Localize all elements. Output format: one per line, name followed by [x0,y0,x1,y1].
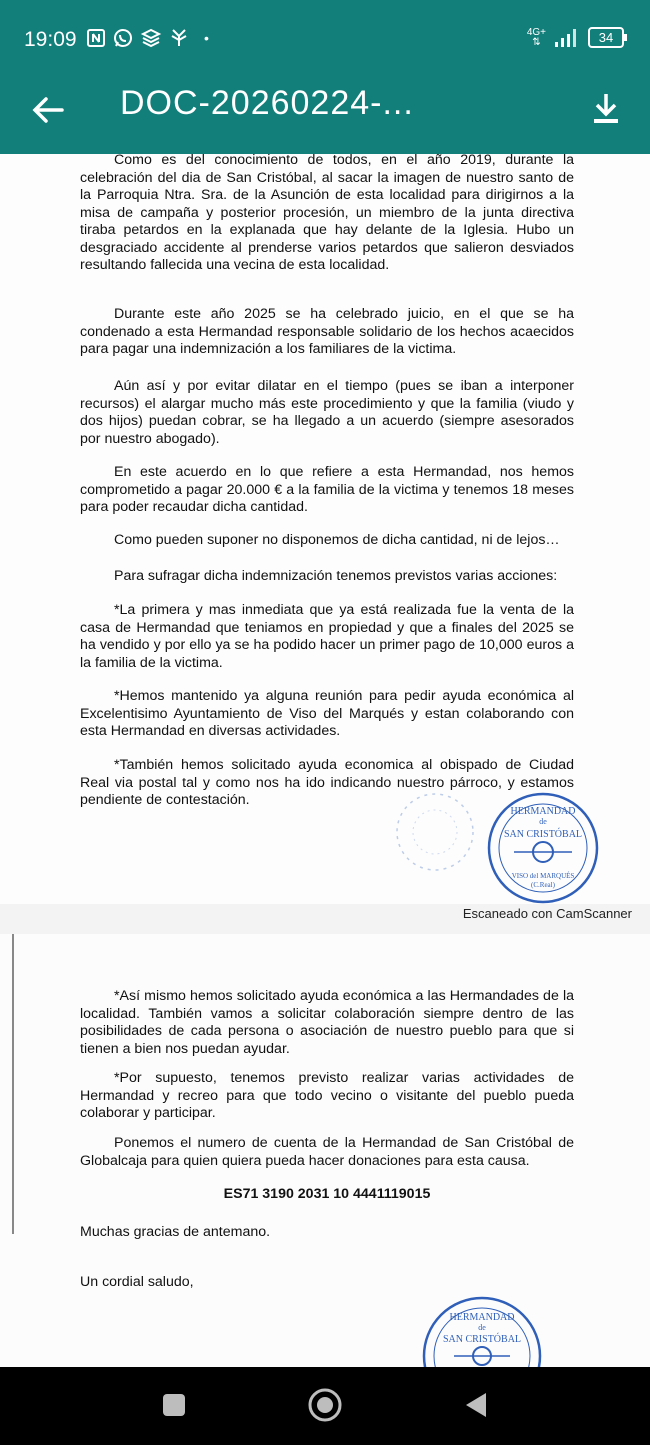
signal-icon [554,28,580,48]
leaf-app-icon [168,28,190,48]
closing-stamp-icon [420,1294,544,1367]
network-indicator [527,28,546,48]
document-page-2 [0,934,650,1367]
scanner-label: Escaneado con CamScanner [462,906,632,921]
paragraph-commitment: En este acuerdo en lo que refiere a esta Hermandad, nos hemos comprometido a pagar 20.000 € a la familia de la victima y tenemos 18 meses para poder recaudar dicha cantidad. [80,464,574,515]
account-number: ES71 3190 2031 10 4441119015 [223,1186,431,1202]
nfc-icon [86,28,106,48]
whatsapp-icon [112,27,134,49]
closing-stamp-line-3: SAN CRISTÓBAL [442,1334,522,1345]
battery-icon [588,27,624,48]
paragraph-account: Ponemos el numero de cuenta de la Hermandad de San Cristóbal de Globalcaja para quien quiera pueda hacer donaciones para esta causa. [80,1135,574,1169]
data-arrows-icon: ⇅ [532,36,541,48]
system-indicators [527,27,624,48]
recent-apps-icon[interactable] [160,1391,188,1419]
stamp-line-1: HERMANDAD [510,806,576,817]
faded-stamp-icon [380,792,490,872]
back-arrow-icon[interactable] [28,90,68,130]
status-time: 19:09 [24,28,77,51]
closing-stamp-line-2: de [478,1323,486,1332]
paragraph-bishopric: *También hemos solicitado ayuda economica al obispado de Ciudad Real via postal tal y como nos ha ido indicando nuestro párroco, y estamos pendiente de contestación. [80,757,574,808]
thanks-line: Muchas gracias de antemano. [80,1224,271,1240]
paragraph-agreement: Aún así y por evitar dilatar en el tiempo (pues se iban a interponer recursos) el alargar mucho más este procedimiento y que la familia (viudo y dos hijos) puedan cobrar, se ha llegado a un acuerdo (siempre asesorados por nuestro abogado). [80,378,574,447]
stamp-line-3: SAN CRISTÓBAL [503,829,583,840]
stamp-line-2: de [539,817,547,826]
stamp-line-5: (C.Real) [531,881,555,889]
scan-edge [12,934,14,1234]
paragraph-town-hall: *Hemos mantenido ya alguna reunión para pedir ayuda económica al Excelentisimo Ayuntamiento de Viso del Marqués y estan colaborando con esta Hermandad en diversas actividades. [80,688,574,739]
system-nav-bar [0,1367,650,1445]
stack-app-icon [140,28,162,48]
back-nav-icon[interactable] [462,1391,490,1419]
download-icon[interactable] [586,88,626,128]
paragraph-trial: Durante este año 2025 se ha celebrado juicio, en el que se ha condenado a esta Hermandad responsable solidario de los hechos acaecidos para pagar una indemnización a los familiares de la victima. [80,306,574,357]
home-icon[interactable] [307,1387,343,1423]
paragraph-amount: Como pueden suponer no disponemos de dicha cantidad, ni de lejos… [114,532,560,548]
battery-level: 34 [598,30,614,45]
notification-icons [86,27,209,49]
stamp-line-4: VISO del MARQUÉS [511,872,575,880]
closing-stamp-line-1: HERMANDAD [449,1312,515,1323]
document-title: DOC-20260224-... [120,84,414,122]
paragraph-house-sale: *La primera y mas inmediata que ya está realizada fue la venta de la casa de Hermandad que teniamos en propiedad y que a finales del 2025 se ha vendido y por ello ya se ha podido hacer un primer pago de 10,000 euros a la familia de la victima. [80,602,574,671]
more-notifications-icon: • [204,30,209,46]
status-bar [0,0,650,62]
paragraph-brotherhoods: *Así mismo hemos solicitado ayuda económica a las Hermandades de la localidad. También vamos a solicitar colaboración siempre dentro de las posibilidades de cada persona o asociación de nuestro pueblo para que si tienen a bien nos puedan ayudar. [80,988,574,1057]
document-viewer[interactable] [0,154,650,1367]
hermandad-stamp-icon [484,792,602,904]
closing-line: Un cordial saludo, [80,1274,194,1290]
app-bar [0,62,650,154]
document-page-1 [0,154,650,924]
paragraph-actions: Para sufragar dicha indemnización tenemos previstos varias acciones: [114,568,558,584]
paragraph-activities: *Por supuesto, tenemos previsto realizar varias actividades de Hermandad y recreo para que todo vecino o visitante del pueblo pueda colaborar y participar. [80,1070,574,1121]
paragraph-accident: Como es del conocimiento de todos, en el año 2019, durante la celebración del dia de San Cristóbal, al sacar la imagen de nuestro santo de la Parroquia Ntra. Sra. de la Asunción de esta localidad para dirigirnos a la misa de campaña y posterior procesión, un miembro de la junta directiva tiraba petardos en la explanada que hay delante de la Iglesia. Hubo un desgraciado accidente al prenderse varios petardos que salieron desviados resultando fallecida una vecina de esta localidad. [80,154,574,273]
network-type: 4G+ [526,26,546,38]
